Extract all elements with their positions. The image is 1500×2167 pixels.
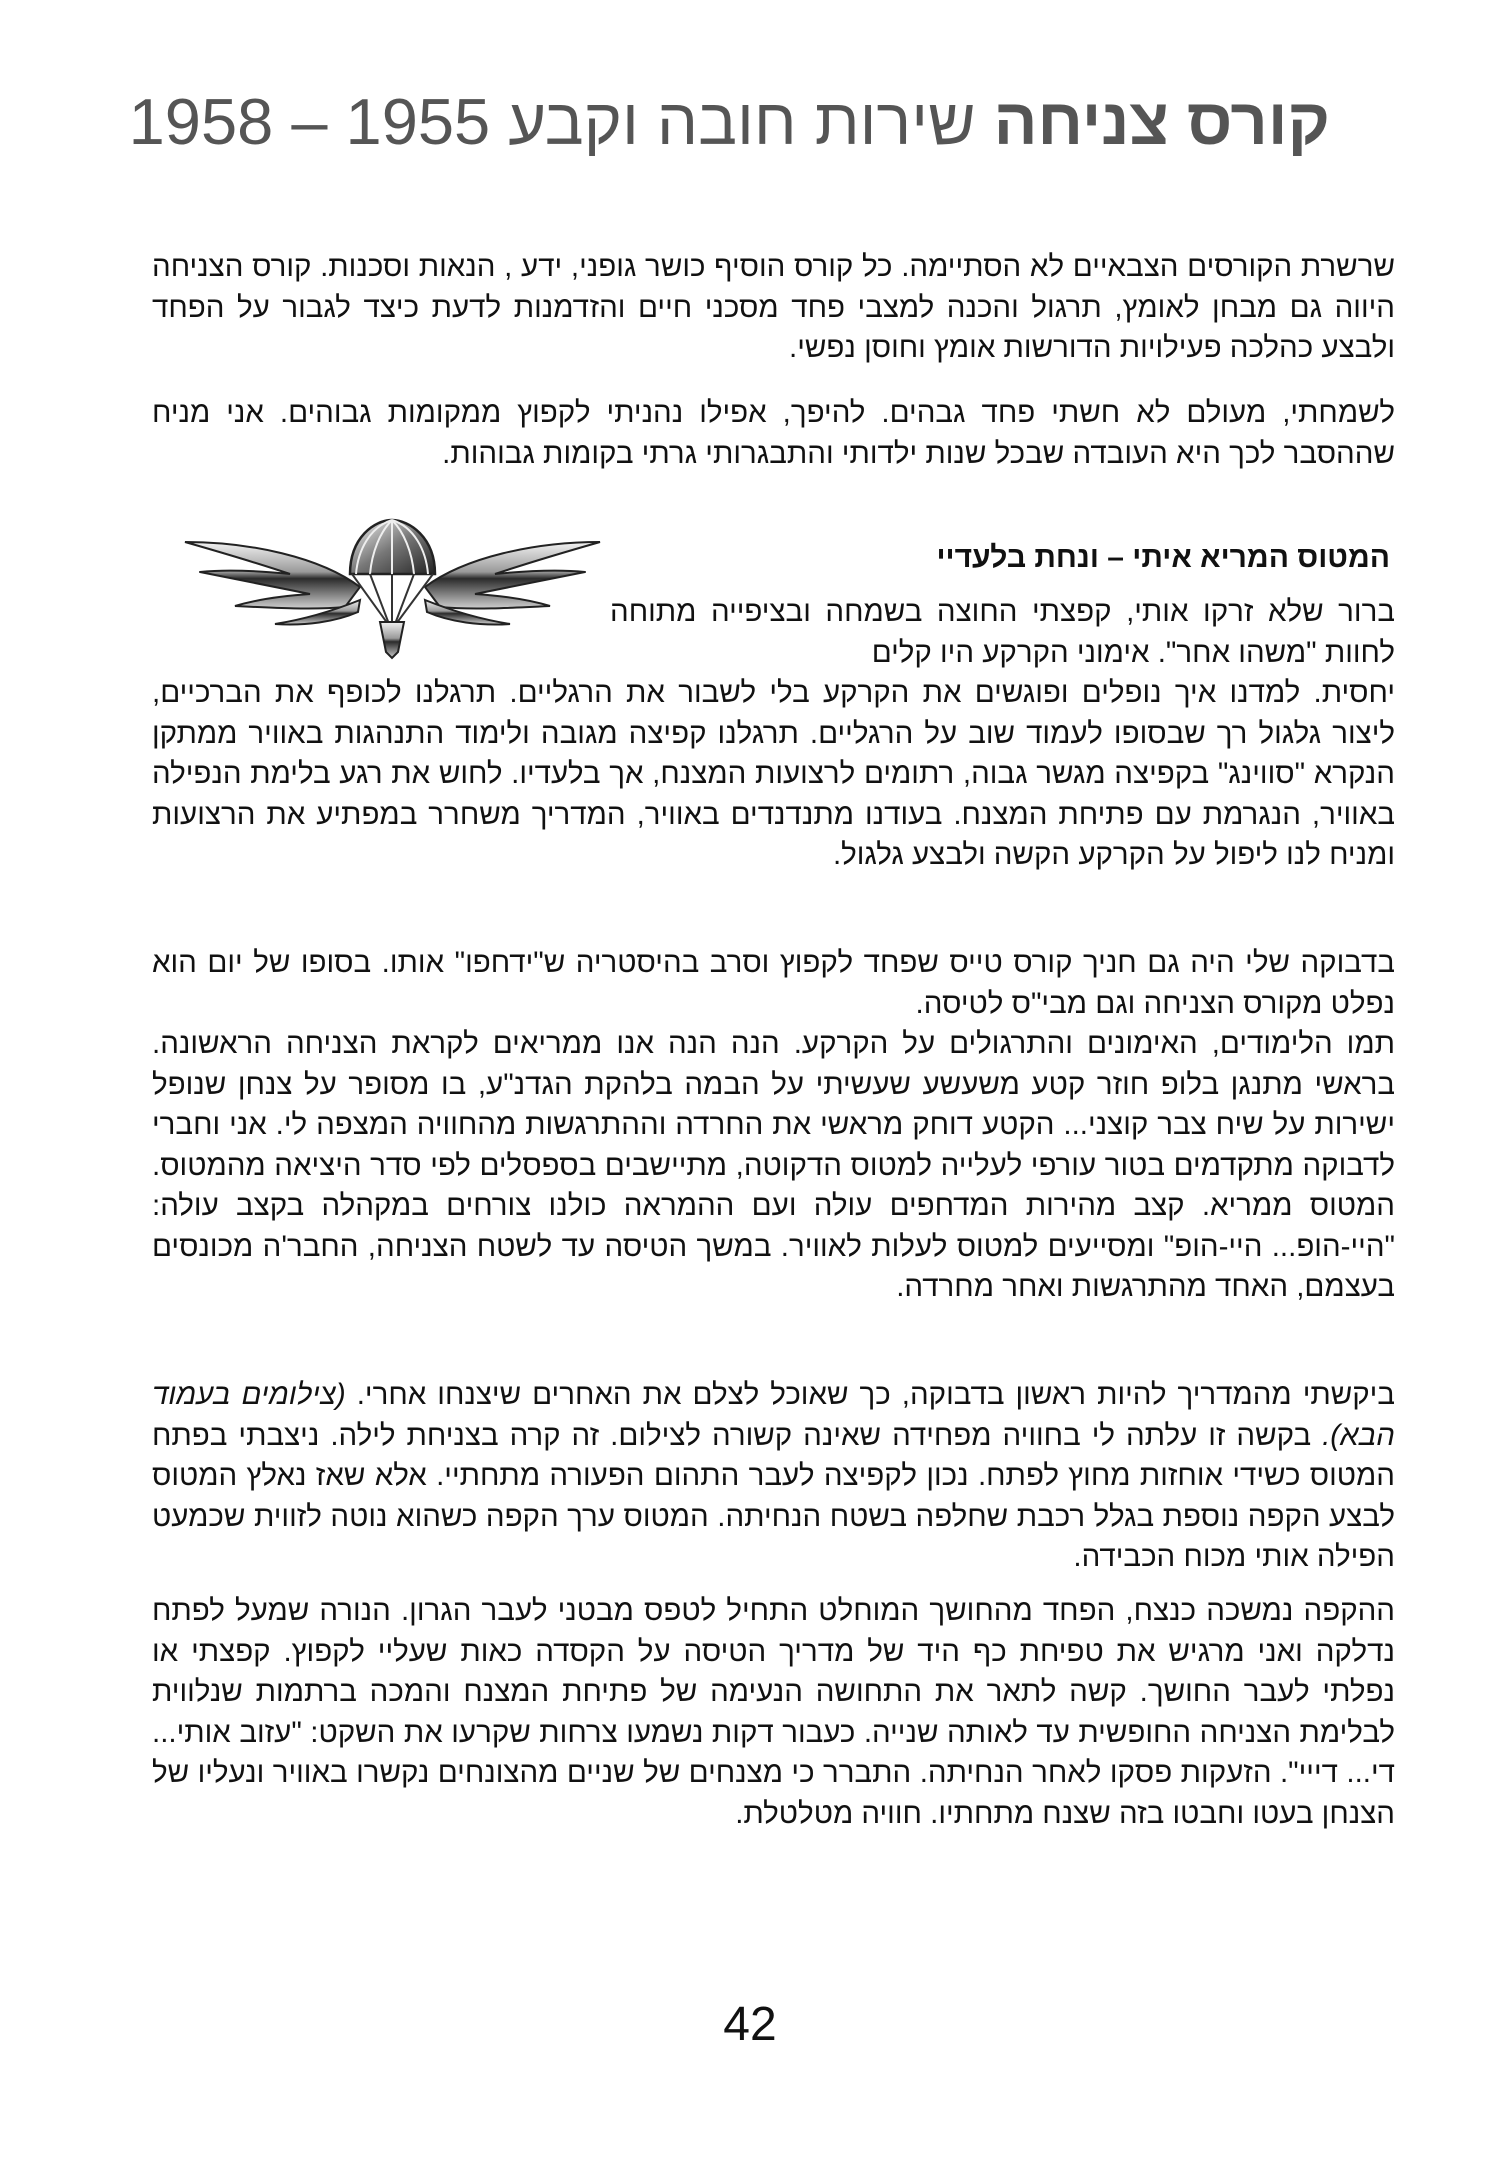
paragraph-ground-training: יחסית. למדנו איך נופלים ופוגשים את הקרקע בלי לשבור את הרגליים. תרגלנו לכופף את הברכיים, ליצור גלגול רך שבסופו לעמוד שוב על הרגליים. תרגלנו קפיצה מגובה ולימוד התנהגות באוויר ממתקן הנקרא "סווינג" בקפיצה מגשר גבוה, רתומים לרצועות המצנח, אך בלעדיו. לחוש את רגע בלימת הנפילה באוויר, הנגרמת עם פתיחת המצנח. בעודנו מתנדנדים באוויר, המדריך משחרר במפתיע את הרצועות ומניח לנו ליפול על הקרקע הקשה ולבצע גלגול. bbox=[152, 676, 1395, 871]
night-jump-text-b: בקשה זו עלתה לי בחוויה מפחידה שאינה קשורה לצילום. זה קרה בצניחת לילה. ניצבתי בפתח המטוס כשידי אוחזות מחוץ לפתח. נכון לקפיצה לעבר התהום הפעורה מתחתיי. אלא שאז נאלץ המטוס לבצע הקפה נוספת בגלל רכבת שחלפה בשטח הנחיתה. המטוס ערך הקפה כשהוא נוטה לזווית שכמעט הפילה אותי מכוח הכבידה. bbox=[152, 1418, 1395, 1573]
paragraph-night-jump bbox=[152, 1375, 1395, 1578]
page-title bbox=[129, 82, 1330, 162]
paragraph-first-jump: תמו הלימודים, האימונים והתרגולים על הקרקע. הנה הנה אנו ממריאים לקראת הצניחה הראשונה. בראשי מתנגן בלופ חוזר קטע משעשע שעשיתי על הבמה בלהקת הגדנ"ע, בו מסופר על צנחן שנופל ישירות על שיח צבר קוצני... הקטע דוחק מראשי את החרדה וההתרגשות מהחוויה המצפה לי. אני וחברי לדבוקה מתקדמים בטור עורפי לעלייה למטוס הדקוטה, מתיישבים בספסלים לפי סדר היציאה מהמטוס. המטוס ממריא. קצב מהירות המדחפים עולה ועם ההמראה כולנו צורחים במקהלה בקצב עולה: "היי-הופ... היי-הופ" ומסייעים למטוס לעלות לאוויר. במשך הטיסה עד לשטח הצניחה, החבר'ה מכונסים בעצמם, האחד מהתרגשות ואחר מחרדה. bbox=[152, 1027, 1395, 1303]
paragraph-heights: לשמחתי, מעולם לא חשתי פחד גבהים. להיפך, אפילו נהניתי לקפוץ ממקומות גבוהים. אני מניח שההסבר לכך היא העובדה שבכל שנות ילדותי והתבגרותי גרתי בקומות גבוהות. bbox=[152, 396, 1395, 470]
night-jump-text-a: ביקשתי מהמדריך להיות ראשון בדבוקה, כך שאוכל לצלם את האחרים שיצנחו אחרי. bbox=[345, 1378, 1395, 1411]
paragraph-jump-anticipation: ברור שלא זרקו אותי, קפצתי החוצה בשמחה ובציפייה מתוחה לחוות "משהו אחר". אימוני הקרקע היו קלים bbox=[610, 595, 1395, 669]
page-number: 42 bbox=[723, 1998, 777, 2051]
paragraph-darkness: ההקפה נמשכה כנצח, הפחד מהחושך המוחלט התחיל לטפס מבטני לעבר הגרון. הנורה שמעל לפתח נדלקה ואני מרגיש את טפיחת כף היד של מדריך הטיסה על הקסדה כאות שעליי לקפוץ. קפצתי או נפלתי לעבר החושך. קשה לתאר את התחושה הנעימה של פתיחת המצנח והמכה ברתמות שנלווית לבלימת הצניחה החופשית עד לאותה שנייה. כעבור דקות נשמעו צרחות שקרעו את השקט: "עזוב אותי... די... דייי". הזעקות פסקו לאחר הנחיתה. התברר כי מצנחים של שניים מהצונחים נקשרו באוויר ונעליו של הצנחן בעטו וחבטו בזה שצנח מתחתיו. חוויה מטלטלת. bbox=[152, 1594, 1395, 1830]
photos-next-page-note: (צילומים בעמוד הבא). bbox=[152, 1378, 1395, 1452]
paragraph-intro: שרשרת הקורסים הצבאיים לא הסתיימה. כל קורס הוסיף כושר גופני, ידע , הנאות וסכנות. קורס הצניחה היווה גם מבחן לאומץ, תרגול והכנה למצבי פחד מסכני חיים והזדמנות לדעת כיצד לגבור על הפחד ולבצע כהלכה פעילויות הדורשות אומץ וחוסן נפשי. bbox=[152, 250, 1395, 364]
paratrooper-wings-icon bbox=[180, 512, 605, 662]
title-normal-part: שירות חובה וקבע 1955 – 1958 bbox=[128, 85, 976, 158]
paragraph-pilot-trainee: בדבוקה שלי היה גם חניך קורס טייס שפחד לקפוץ וסרב בהיסטריה ש"ידחפו" אותו. בסופו של יום הוא נפלט מקורס הצניחה וגם מבי"ס לטיסה. bbox=[152, 946, 1395, 1020]
section-heading: המטוס המריא איתי – ונחת בלעדיי bbox=[936, 541, 1390, 574]
title-bold-part: קורס צניחה bbox=[993, 85, 1330, 158]
